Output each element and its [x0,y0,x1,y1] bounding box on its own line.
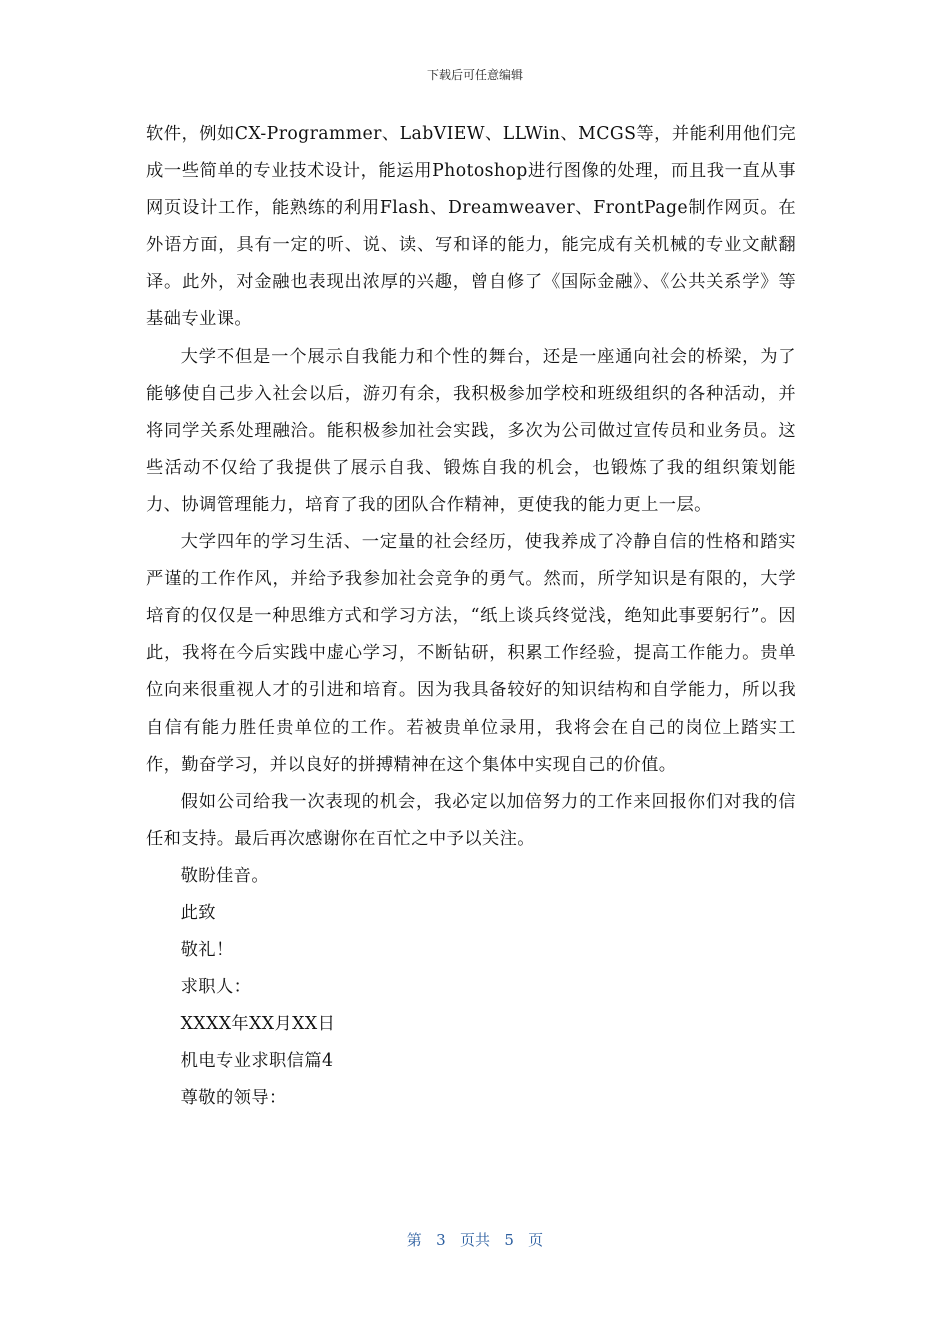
footer-prefix: 第 [406,1231,422,1249]
paragraph-2: 大学不但是一个展示自我能力和个性的舞台，还是一座通向社会的桥梁，为了能够使自己步入社会以后，游刃有余，我积极参加学校和班级组织的各种活动，并将同学关系处理融洽。能积极参加社会实践，多次为公司做过宣传员和业务员。这些活动不仅给了我提供了展示自我、锻炼自我的机会，也锻炼了我的组织策划能力、协调管理能力，培育了我的团队合作精神，更使我的能力更上一层。 [146,346,796,515]
applicant-label: 求职人： [180,977,252,998]
closing-regards: 敬礼！ [180,940,234,961]
footer-total-pages: 5 [504,1231,514,1249]
footer-suffix: 页 [528,1231,544,1249]
paragraph-4: 假如公司给我一次表现的机会，我必定以加倍努力的工作来回报你们对我的信任和支持。最后再次感谢你在百忙之中予以关注。 [146,791,796,849]
page-header: 下载后可任意编辑 [426,68,523,82]
paragraph-1: 软件，例如CX-Programmer、LabVIEW、LLWin、MCGS等，并能利用他们完成一些简单的专业技术设计，能运用Photoshop进行图像的处理，而且我一直从事网页设计工作，能熟练的利用Flash、Dreamweaver、FrontPage制作网页。在外语方面，具有一定的听、说、读、写和译的能力，能完成有关机械的专业文献翻译。此外，对金融也表现出浓厚的兴趣，曾自修了《国际金融》、《公共关系学》等基础专业课。 [146,124,796,330]
closing-greeting: 敬盼佳音。 [180,865,270,886]
section-title: 机电专业求职信篇4 [180,1051,334,1072]
closing-salutation: 此致 [180,902,216,923]
new-letter-salutation: 尊敬的领导： [180,1088,287,1109]
letter-date: XXXX年XX月XX日 [180,1014,336,1035]
footer-middle: 页共 [459,1231,490,1249]
paragraph-3: 大学四年的学习生活、一定量的社会经历，使我养成了冷静自信的性格和踏实严谨的工作作风，并给予我参加社会竞争的勇气。然而，所学知识是有限的，大学培育的仅仅是一种思维方式和学习方法，“纸上谈兵终觉浅，绝知此事要躬行”。因此，我将在今后实践中虚心学习，不断钻研，积累工作经验，提高工作能力。贵单位向来很重视人才的引进和培育。因为我具备较好的知识结构和自学能力，所以我自信有能力胜任贵单位的工作。若被贵单位录用，我将会在自己的岗位上踏实工作，勤奋学习，并以良好的拼搏精神在这个集体中实现自己的价值。 [146,532,796,775]
page-footer [0,1229,950,1250]
letter-body [146,116,796,1118]
footer-current-page: 3 [436,1231,446,1249]
